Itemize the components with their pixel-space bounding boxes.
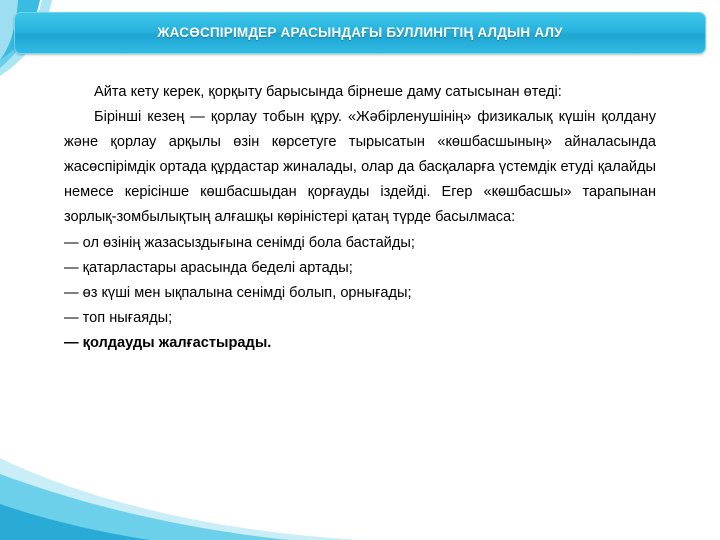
body-list-item-1: — ол өзінің жазасыздығына сенімді бола бастайды;: [64, 234, 415, 251]
body-list-item-2: — қатарластары арасында беделі артады;: [64, 259, 353, 276]
body-list-item-3: — өз күші мен ықпалына сенімді болып, орнығады;: [64, 284, 412, 301]
slide-title-bar: [14, 12, 706, 54]
decorative-corner-bottom-left: [0, 400, 360, 540]
body-list-item-5: — қолдауды жалғастырады.: [64, 334, 272, 351]
body-paragraph-2: Бірінші кезең — қорлау тобын құру. «Жәбірленушінің» физикалық күшін қолдану және қорлау арқылы өзін көрсетуге тырысатын «көшбасшының» айналасында жасөспірімдік ортада құрдастар жиналады, олар да басқаларға үстемдік етуді қалайды немесе керісінше көшбасшыдан қорғауды іздейді. Егер «көшбасшы» тарапынан зорлық-зомбылықтың алғашқы көріністері қатаң түрде басылмаса:: [64, 109, 656, 226]
body-list-item-4: — топ нығаяды;: [64, 309, 173, 326]
slide-body: [64, 80, 656, 356]
body-paragraph-1: Айта кету керек, қорқыту барысында бірнеше даму сатысынан өтеді:: [94, 84, 562, 100]
page-title: ЖАСӨСПІРІМДЕР АРАСЫНДАҒЫ БУЛЛИНГТІҢ АЛДЫН АЛУ: [157, 24, 563, 40]
